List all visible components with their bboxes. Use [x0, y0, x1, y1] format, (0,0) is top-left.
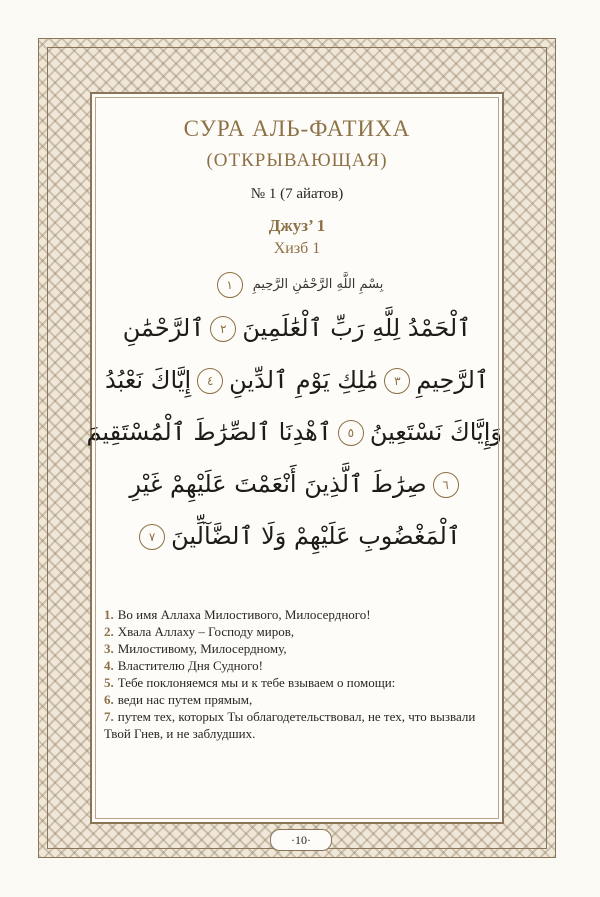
verse-translation: Во имя Аллаха Милостивого, Милосердного! [117, 607, 371, 622]
translation-item [104, 708, 490, 742]
arabic-verse-text: صِرَٰطَ ٱلَّذِينَ أَنْعَمْتَ عَلَيْهِمْ غَيْرِ [129, 470, 427, 498]
ayah-marker: ٣ [384, 368, 410, 394]
page-panel [86, 92, 504, 824]
arabic-line [86, 406, 502, 458]
verse-number: 3. [104, 641, 114, 656]
verse-number: 5. [104, 675, 114, 690]
surah-title: СУРА АЛЬ-ФАТИХА [183, 116, 411, 141]
arabic-text-block [86, 268, 502, 562]
surah-subtitle: (ОТКРЫВАЮЩАЯ) [206, 150, 388, 171]
juz-label: Джуз’ 1 [268, 216, 326, 235]
translation-item [104, 640, 490, 657]
verse-translation: Властителю Дня Судного! [117, 658, 263, 673]
verse-number: 7. [104, 709, 114, 724]
basmala-line [92, 268, 502, 302]
translation-item [104, 674, 490, 691]
ayah-marker: ١ [217, 272, 243, 298]
translation-item [104, 691, 490, 708]
arabic-line [92, 510, 502, 562]
hizb-label: Хизб 1 [273, 240, 321, 257]
verse-number: 6. [104, 692, 114, 707]
arabic-line [92, 302, 502, 354]
arabic-lines [86, 302, 502, 562]
basmala-text: بِسْمِ اللَّهِ الرَّحْمَٰنِ الرَّحِيمِ [252, 277, 384, 292]
verse-translation: Милостивому, Милосердному, [117, 641, 287, 656]
translation-list [104, 606, 490, 742]
arabic-verse-text: ٱلْمَغْضُوبِ عَلَيْهِمْ وَلَا ٱلضَّآلِّينَ [171, 522, 461, 550]
ayah-marker: ٧ [139, 524, 165, 550]
arabic-verse-text: مَٰلِكِ يَوْمِ ٱلدِّينِ [229, 366, 379, 394]
arabic-line [92, 458, 502, 510]
ayah-marker: ٤ [197, 368, 223, 394]
translation-item [104, 657, 490, 674]
surah-number: № 1 (7 айатов) [250, 186, 344, 202]
verse-number: 2. [104, 624, 114, 639]
verse-number: 1. [104, 607, 114, 622]
ayah-marker: ٦ [433, 472, 459, 498]
arabic-verse-text: ٱلرَّحِيمِ [416, 366, 489, 394]
ayah-marker: ٢ [210, 316, 236, 342]
arabic-line [92, 354, 502, 406]
verse-translation: путем тех, которых Ты облагодетельствовал, не тех, что вызвали Твой Гнев, и не заблудших. [104, 709, 476, 741]
ayah-marker: ٥ [338, 420, 364, 446]
arabic-verse-text: ٱهْدِنَا ٱلصِّرَٰطَ ٱلْمُسْتَقِيمَ [86, 418, 332, 446]
page-number: ·10· [270, 829, 332, 851]
verse-translation: Тебе поклоняемся мы и к тебе взываем о помощи: [117, 675, 396, 690]
arabic-verse-text: ٱلْحَمْدُ لِلَّهِ رَبِّ ٱلْعَٰلَمِينَ [242, 314, 472, 342]
verse-translation: Хвала Аллаху – Господу миров, [117, 624, 295, 639]
translation-item [104, 606, 490, 623]
arabic-verse-text: ٱلرَّحْمَٰنِ [122, 314, 205, 342]
verse-translation: веди нас путем прямым, [117, 692, 253, 707]
verse-number: 4. [104, 658, 114, 673]
arabic-verse-text: إِيَّاكَ نَعْبُدُ [105, 366, 192, 394]
arabic-verse-text: وَإِيَّاكَ نَسْتَعِينُ [369, 418, 502, 446]
translation-item [104, 623, 490, 640]
